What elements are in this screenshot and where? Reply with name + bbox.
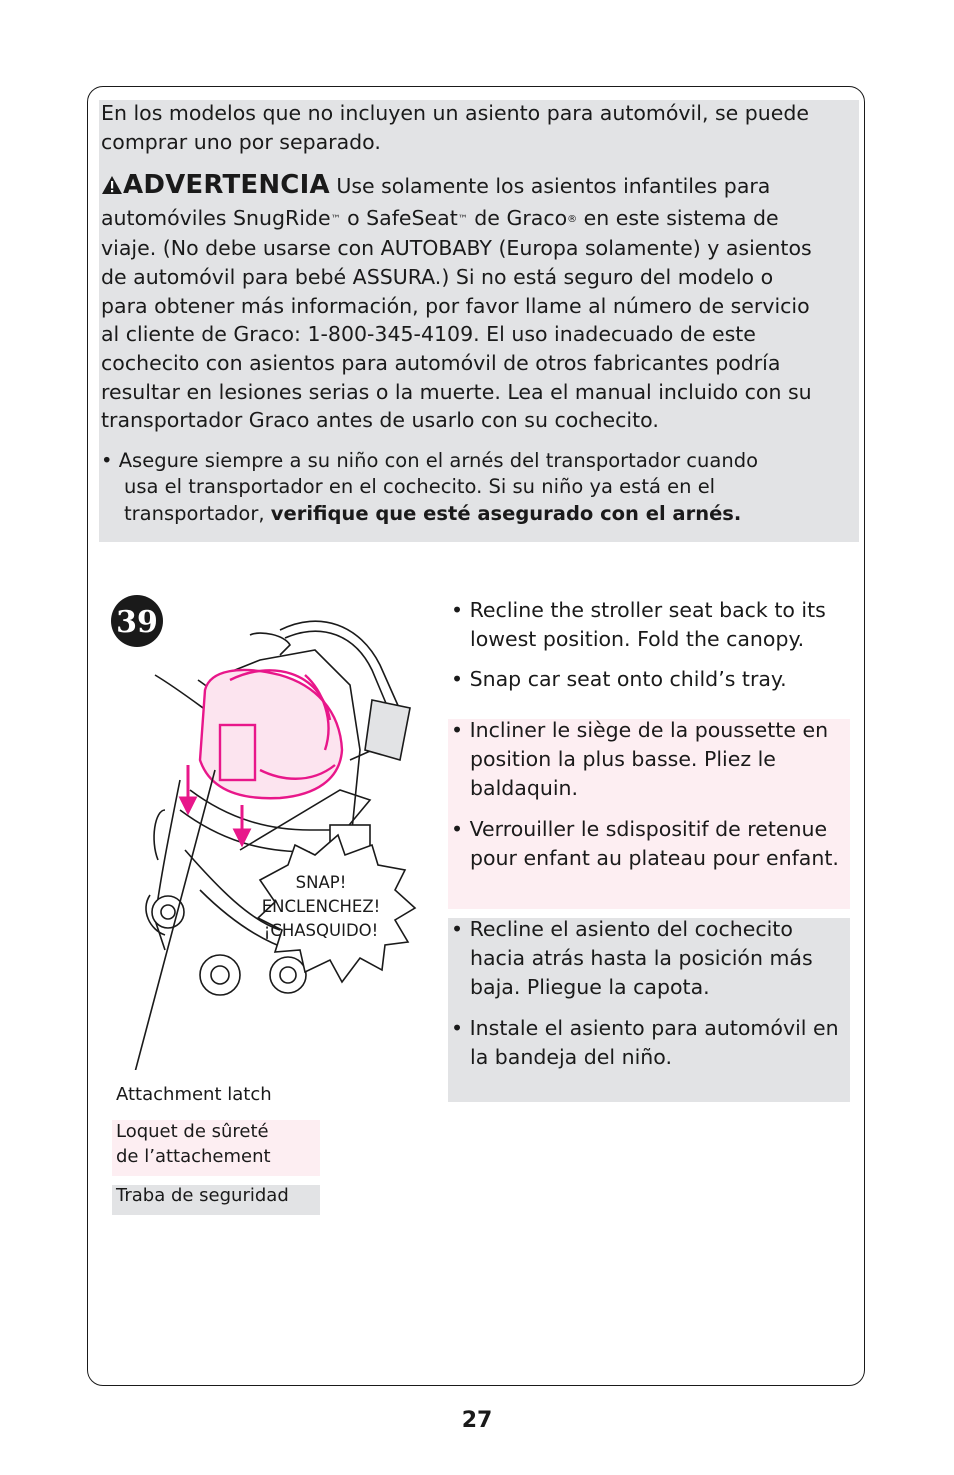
warning-body-line: transportador Graco antes de usarlo con su cochecito. bbox=[101, 408, 659, 432]
warning-body-line: de automóvil para bebé ASSURA.) Si no está seguro del modelo o bbox=[101, 265, 774, 289]
instruction-fr-2: • Verrouiller le sdispositif de retenue pour enfant au plateau pour enfant. bbox=[451, 817, 839, 870]
car-seat-drawing bbox=[200, 670, 342, 798]
warning-body-line: viaje. (No debe usarse con AUTOBABY (Europa solamente) y asientos bbox=[101, 236, 812, 260]
warning-body-line: al cliente de Graco: 1-800-345-4109. El uso inadecuado de este bbox=[101, 322, 756, 346]
snap-burst-line: SNAP! bbox=[295, 873, 347, 892]
trademark-mark: ™ bbox=[330, 214, 341, 225]
intro-line-1: En los modelos que no incluyen un asiento para automóvil, se puede bbox=[101, 101, 810, 125]
harness-bullet-text: transportador, bbox=[124, 502, 271, 525]
warning-title: ADVERTENCIA bbox=[123, 170, 330, 200]
warning-lead: Use solamente los asientos infantiles para bbox=[336, 174, 771, 198]
warning-first-line bbox=[101, 171, 770, 203]
harness-bullet-line-3 bbox=[124, 500, 741, 527]
instruction-en-1: • Recline the stroller seat back to its lowest position. Fold the canopy. bbox=[451, 598, 826, 651]
snap-burst-line: ¡CHASQUIDO! bbox=[263, 921, 379, 940]
label-es: Traba de seguridad bbox=[116, 1185, 289, 1206]
harness-bullet-line-2: usa el transportador en el cochecito. Si su niño ya está en el bbox=[124, 475, 716, 498]
graco-text: de Graco bbox=[467, 206, 568, 230]
warning-body-line: cochecito con asientos para automóvil de otros fabricantes podría bbox=[101, 351, 781, 375]
label-fr-line-2: de l’attachement bbox=[116, 1146, 271, 1167]
snap-burst-line: ENCLENCHEZ! bbox=[261, 897, 381, 916]
snugride-text: automóviles SnugRide bbox=[101, 206, 331, 230]
intro-line-2: comprar uno por separado. bbox=[101, 130, 381, 154]
registered-mark: ® bbox=[567, 214, 578, 225]
latch-callout-line bbox=[135, 770, 215, 1070]
instruction-fr-1: • Incliner le siège de la poussette en position la plus basse. Pliez le baldaquin. bbox=[451, 718, 829, 800]
warning-body-line: para obtener más información, por favor llame al número de servicio bbox=[101, 294, 810, 318]
instruction-es-2: • Instale el asiento para automóvil en la bandeja del niño. bbox=[451, 1016, 839, 1069]
step-number: 39 bbox=[116, 605, 158, 640]
label-fr-line-1: Loquet de sûreté bbox=[116, 1121, 269, 1142]
harness-bullet-line-1: • Asegure siempre a su niño con el arnés del transportador cuando bbox=[101, 449, 759, 472]
instruction-en-2: • Snap car seat onto child’s tray. bbox=[451, 667, 787, 691]
step-illustration bbox=[110, 590, 430, 1070]
warning-line-2-end: en este sistema de bbox=[577, 206, 779, 230]
warning-body-line: resultar en lesiones serias o la muerte. Lea el manual incluido con su bbox=[101, 380, 812, 404]
warning-line-2 bbox=[101, 204, 779, 233]
page-number: 27 bbox=[461, 1408, 493, 1433]
label-attachment-latch-en: Attachment latch bbox=[116, 1084, 272, 1105]
instruction-es-1: • Recline el asiento del cochecito hacia atrás hasta la posición más baja. Pliegue la capota. bbox=[451, 917, 813, 999]
trademark-mark: ™ bbox=[457, 214, 468, 225]
harness-bullet-bold: verifique que esté asegurado con el arnés. bbox=[270, 502, 742, 525]
safeseat-text: o SafeSeat bbox=[340, 206, 458, 230]
warning-triangle-icon bbox=[101, 174, 123, 203]
